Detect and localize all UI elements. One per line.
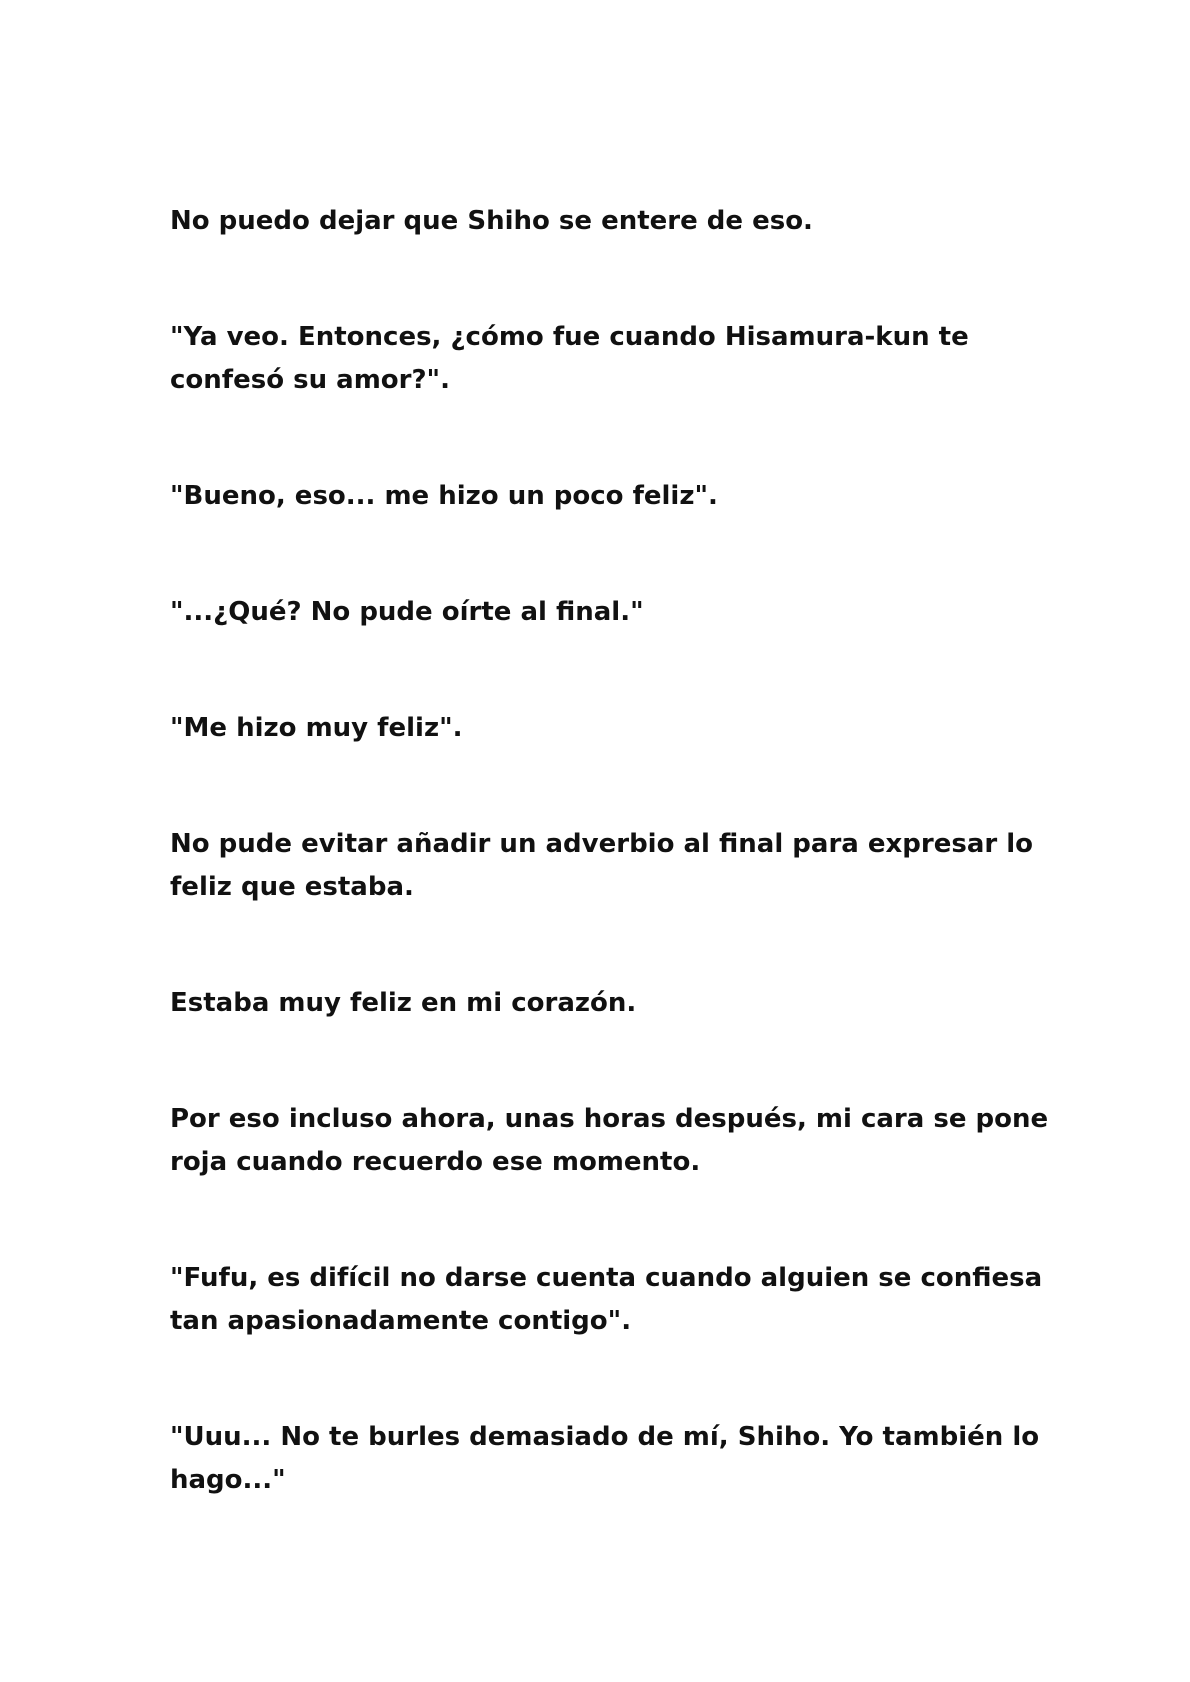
- paragraph-9: "Fufu, es difícil no darse cuenta cuando alguien se confiesa tan apasionadamente contigo".: [170, 1263, 1043, 1336]
- paragraph-10: "Uuu... No te burles demasiado de mí, Shiho. Yo también lo hago...": [170, 1422, 1040, 1495]
- paragraph-3: "Bueno, eso... me hizo un poco feliz".: [170, 481, 718, 511]
- paragraph-1: No puedo dejar que Shiho se entere de eso.: [170, 206, 813, 236]
- paragraph-8: Por eso incluso ahora, unas horas después, mi cara se pone roja cuando recuerdo ese momento.: [170, 1104, 1049, 1177]
- paragraph-7: Estaba muy feliz en mi corazón.: [170, 988, 637, 1018]
- paragraph-5: "Me hizo muy feliz".: [170, 713, 463, 743]
- paragraph-6: No pude evitar añadir un adverbio al final para expresar lo feliz que estaba.: [170, 829, 1034, 902]
- paragraph-2: "Ya veo. Entonces, ¿cómo fue cuando Hisamura-kun te confesó su amor?".: [170, 322, 969, 395]
- paragraph-4: "...¿Qué? No pude oírte al final.": [170, 597, 644, 627]
